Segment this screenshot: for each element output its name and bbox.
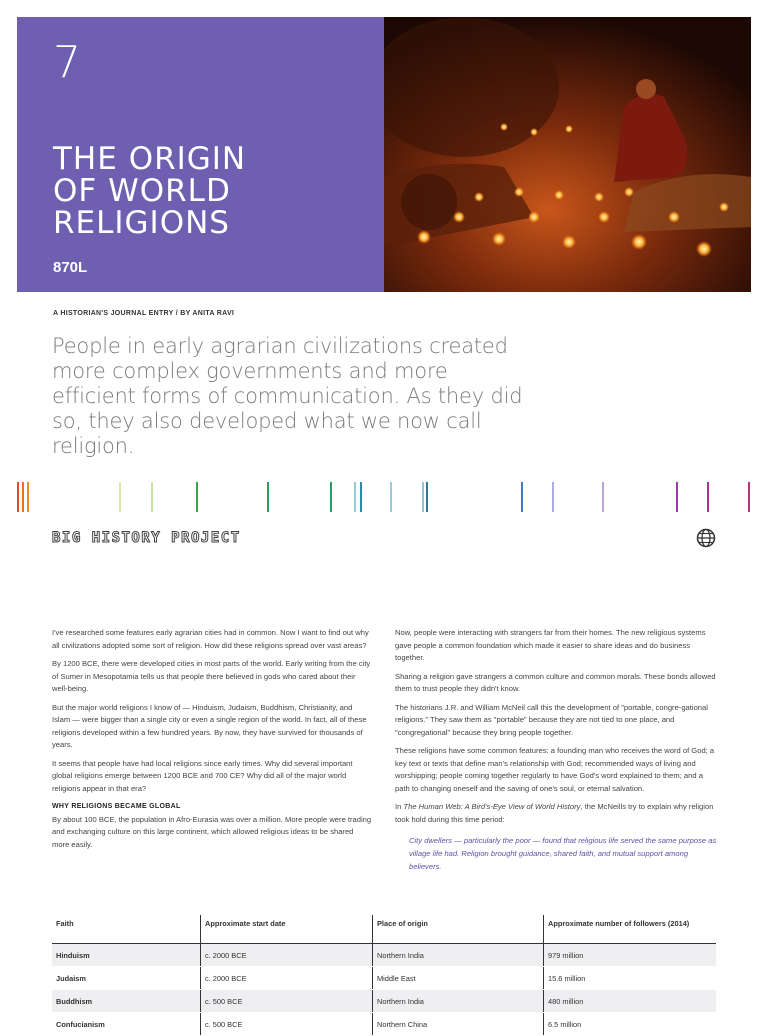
chapter-number: 7 (53, 37, 81, 88)
hero-banner (17, 17, 751, 292)
table-cell: c. 500 BCE (201, 990, 373, 1013)
body-paragraph: Sharing a religion gave strangers a common culture and common morals. These bonds allowed them to trust people they didn't know. (395, 671, 716, 693)
religions-table (52, 915, 716, 1036)
table-cell: 15.6 million (544, 967, 717, 990)
body-paragraph: These religions have some common features: a founding man who receives the word of God; a key text or texts that define man's relationship with God; recommended ways of living and worshipping; people coming together regularly to have God's word explained to them; and a path to changing oneself and the saving of one's soul, or eternal salvation. (395, 746, 715, 793)
body-paragraph: By 1200 BCE, there were developed cities in most parts of the world. Early writing from the city of Sumer in Mesopotamia tells us that people there believed in gods who cared about their well-being. (52, 659, 371, 693)
table-cell: Northern India (373, 944, 544, 967)
table-cell: 6.5 million (544, 1013, 717, 1036)
hero-photo (384, 17, 751, 292)
title-line: OF WORLD (53, 173, 231, 209)
left-column (52, 627, 372, 857)
book-title: The Human Web: A Bird's-Eye View of World History (403, 802, 581, 811)
column-header: Approximate start date (201, 915, 373, 944)
table-cell: Middle East (373, 967, 544, 990)
table-row (52, 944, 716, 967)
block-quote: City dwellers — particularly the poor — found that religious life served the same purpose as village life had. Religion brought guidance, shared faith, and mutual support among believers. (409, 836, 717, 871)
column-header: Place of origin (373, 915, 544, 944)
title-panel (17, 17, 384, 292)
title-line: THE ORIGIN (53, 141, 247, 177)
body-paragraph: The historians J.R. and William McNeil call this the development of "portable, congre-gational religions." They saw them as "portable" because they are not tied to one place, and "congregational" because they bring people together. (395, 702, 708, 737)
right-column (395, 627, 717, 873)
color-bar-strip (0, 480, 768, 514)
body-paragraph: I've researched some features early agrarian cities had in common. Now I want to find out why all civilizations adopted some sort of religion. How did these religions spread over vast areas? (52, 628, 369, 650)
table-header-row (52, 915, 716, 944)
table-cell: Northern China (373, 1013, 544, 1036)
table-cell: 979 million (544, 944, 717, 967)
table-row (52, 990, 716, 1013)
table-cell: Confucianism (52, 1013, 201, 1036)
table-cell: c. 2000 BCE (201, 967, 373, 990)
table-row (52, 967, 716, 990)
lexile-level: 870L (53, 259, 88, 276)
table-cell: Judaism (52, 967, 201, 990)
table-cell: c. 2000 BCE (201, 944, 373, 967)
body-paragraph: By about 100 BCE, the population in Afro-Eurasia was over a million. More people were trading and exchanging culture on this large continent, which allowed religious ideas to be shared more easily. (52, 814, 372, 849)
table-cell: Buddhism (52, 990, 201, 1013)
section-heading: WHY RELIGIONS BECAME GLOBAL (52, 803, 181, 810)
byline: A HISTORIAN'S JOURNAL ENTRY / BY ANITA RAVI (53, 310, 235, 317)
ref-suffix: , the McNeills try to explain why religion took hold during this time period: (395, 802, 714, 824)
table-cell: c. 500 BCE (201, 1013, 373, 1036)
body-paragraph: Now, people were interacting with strangers far from their homes. The new religious systems gave people a common foundation which made it easier to share ideas and do business together. (395, 628, 706, 662)
column-header: Approximate number of followers (2014) (544, 915, 717, 944)
table-cell: 480 million (544, 990, 717, 1013)
book-reference-paragraph (395, 801, 717, 826)
globe-icon (696, 528, 716, 548)
table-cell: Hinduism (52, 944, 201, 967)
body-paragraph: It seems that people have had local religions since early times. Why did several important global religions emerge between 1200 BCE and 700 CE? Why did all of the major world religions appear in that era? (52, 758, 353, 793)
lead-paragraph: People in early agrarian civilizations created more complex governments and more efficient forms of communication. As they did so, they also developed what we now call religion. (52, 334, 523, 458)
ref-prefix: In (395, 802, 404, 811)
body-paragraph: But the major world religions I know of — Hinduism, Judaism, Buddhism, Christianity, and Islam — were bigger than a single city or even a single region of the world. In fact, all of these religions developed within a few hundred years. By now, they have survived for thousands of years. (52, 702, 367, 749)
big-history-project-logo: BIG HISTORY PROJECT (52, 530, 241, 546)
title-line: RELIGIONS (53, 205, 230, 241)
table-cell: Northern India (373, 990, 544, 1013)
table-row (52, 1013, 716, 1036)
article-title (53, 143, 246, 239)
column-header: Faith (52, 915, 201, 944)
